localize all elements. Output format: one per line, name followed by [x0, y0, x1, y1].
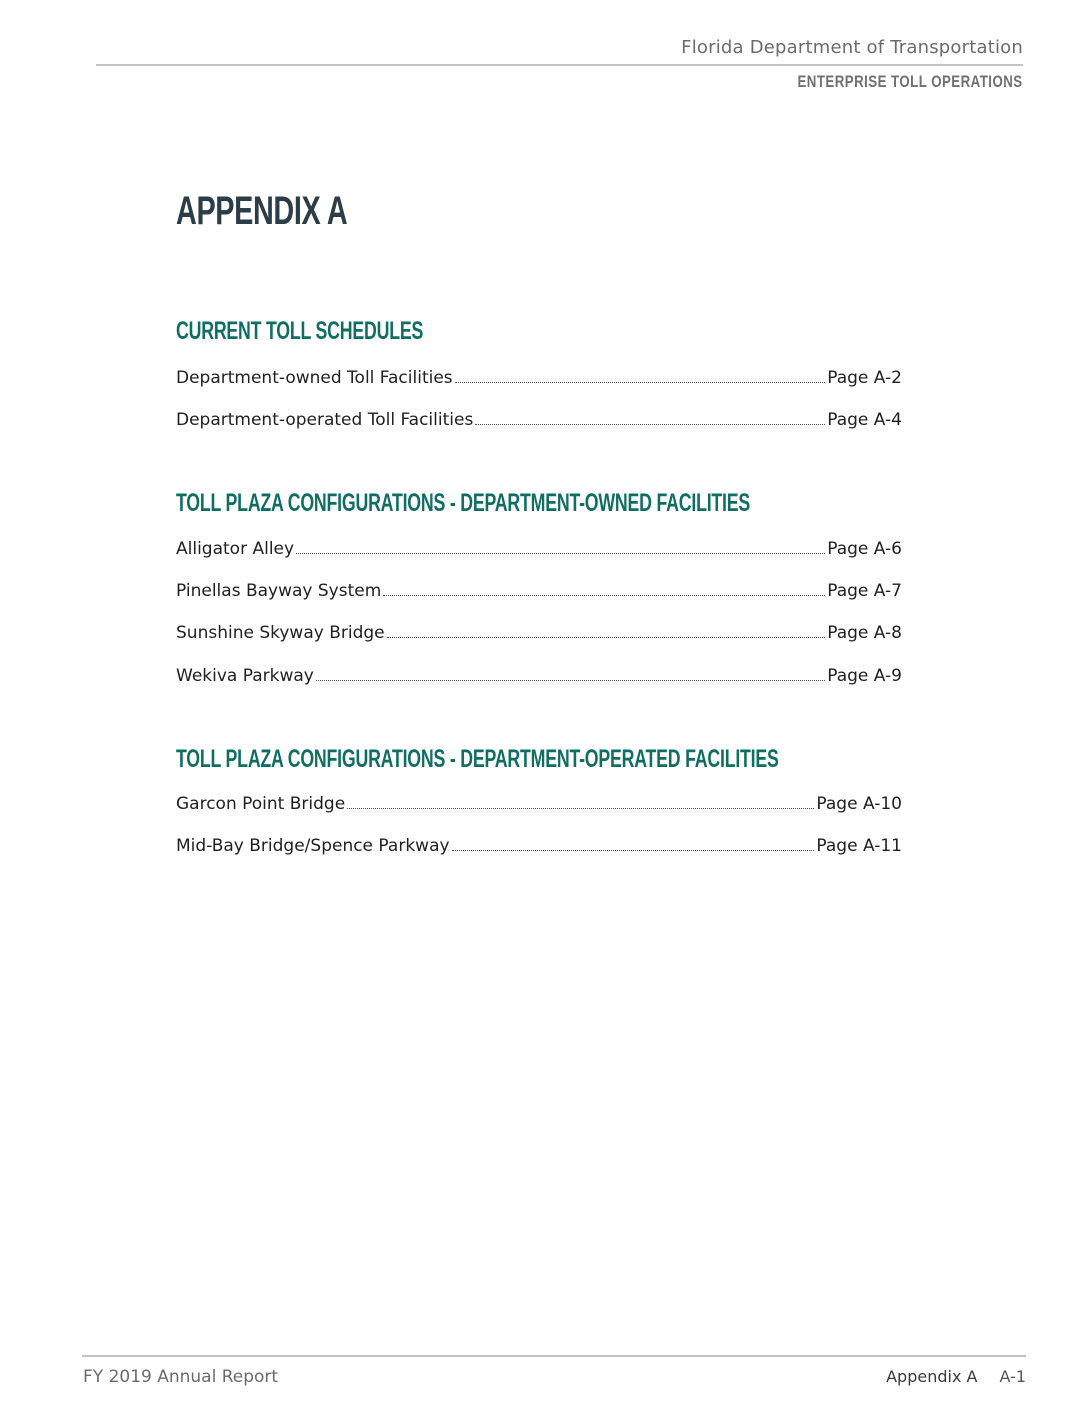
toc-entry-label: Mid-Bay Bridge/Spence Parkway	[176, 836, 450, 856]
toc-entry-page: Page A-7	[827, 581, 902, 601]
toc-entry-label: Wekiva Parkway	[176, 666, 314, 686]
toc-entry-label: Garcon Point Bridge	[176, 794, 346, 814]
footer-divider	[82, 1355, 1026, 1357]
toc-entry[interactable]	[176, 835, 902, 857]
toc-entry-page: Page A-9	[827, 666, 902, 686]
toc-entry-label: Sunshine Skyway Bridge	[176, 623, 385, 643]
footer-report-title: FY 2019 Annual Report	[83, 1367, 279, 1387]
toc-entry[interactable]	[176, 622, 902, 644]
dot-leader	[316, 680, 825, 681]
footer-page-info	[886, 1367, 1026, 1386]
toc-entry[interactable]	[176, 409, 902, 431]
toc-entry-label: Department-owned Toll Facilities	[176, 368, 453, 388]
toc-entry-page: Page A-4	[827, 410, 902, 430]
toc-entry[interactable]	[176, 538, 902, 560]
toc-entry[interactable]	[176, 580, 902, 602]
footer-section-label: Appendix A	[886, 1367, 978, 1386]
toc-entry-page: Page A-8	[827, 623, 902, 643]
dot-leader	[475, 424, 825, 425]
dot-leader	[452, 850, 815, 851]
toc-entry[interactable]	[176, 665, 902, 687]
section-heading-current-toll-schedules: CURRENT TOLL SCHEDULES	[176, 317, 424, 345]
section-heading-department-operated: TOLL PLAZA CONFIGURATIONS - DEPARTMENT-OPERATED FACILITIES	[176, 745, 779, 773]
toc-entry-label: Department-operated Toll Facilities	[176, 410, 474, 430]
footer-page-number: A-1	[999, 1367, 1026, 1386]
toc-entry[interactable]	[176, 367, 902, 389]
toc-entry-page: Page A-11	[816, 836, 902, 856]
toc-entry-page: Page A-10	[816, 794, 902, 814]
dot-leader	[383, 595, 825, 596]
header-department: ENTERPRISE TOLL OPERATIONS	[797, 72, 1023, 91]
section-heading-department-owned: TOLL PLAZA CONFIGURATIONS - DEPARTMENT-OWNED FACILITIES	[176, 489, 751, 517]
toc-entry-page: Page A-6	[827, 539, 902, 559]
dot-leader	[347, 808, 814, 809]
dot-leader	[455, 382, 826, 383]
toc-entry-label: Alligator Alley	[176, 539, 295, 559]
toc-entry[interactable]	[176, 793, 902, 815]
dot-leader	[387, 637, 826, 638]
header-divider	[96, 64, 1023, 66]
page-title: APPENDIX A	[176, 189, 348, 233]
toc-entry-label: Pinellas Bayway System	[176, 581, 382, 601]
header-organization: Florida Department of Transportation	[681, 37, 1023, 58]
toc-entry-page: Page A-2	[827, 368, 902, 388]
dot-leader	[296, 553, 825, 554]
